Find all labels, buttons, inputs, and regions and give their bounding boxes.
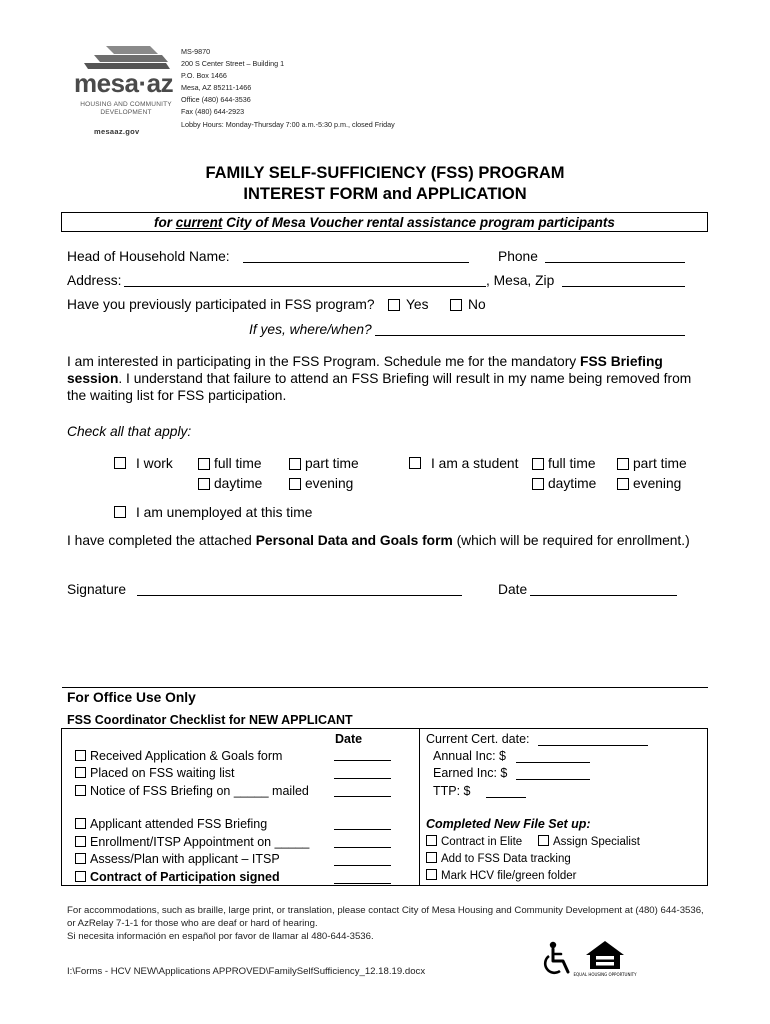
work-part-time-checkbox[interactable] [289, 458, 301, 470]
annual-income-field[interactable] [516, 762, 590, 763]
where-when-field[interactable] [375, 335, 685, 336]
checklist-item[interactable] [75, 784, 309, 798]
earned-income-label: Earned Inc: $ [433, 766, 508, 780]
checklist-checkbox[interactable] [75, 853, 86, 864]
unemployed-checkbox[interactable] [114, 506, 126, 518]
checklist-checkbox[interactable] [75, 767, 86, 778]
file-path: I:\Forms - HCV NEW\Applications APPROVED\FamilySelfSufficiency_12.18.19.docx [67, 966, 426, 977]
no-checkbox[interactable] [450, 299, 462, 311]
work-daytime-checkbox[interactable] [198, 478, 210, 490]
no-label: No [468, 297, 486, 312]
goals-text-2: (which will be required for enrollment.) [452, 533, 690, 548]
checklist-item[interactable] [75, 835, 309, 849]
work-evening-checkbox[interactable] [289, 478, 301, 490]
goals-text-1: I have completed the attached [67, 533, 256, 548]
student-full-time-label: full time [548, 456, 596, 471]
checklist-item[interactable] [75, 852, 280, 866]
checklist-checkbox[interactable] [75, 836, 86, 847]
work-daytime-label: daytime [214, 476, 263, 491]
accommodations-note: For accommodations, such as braille, large print, or translation, please contact City of Mesa Housing and Community Development at (480) 644-3536, or AzRelay 7-1-1 for those who are deaf or hard of hearing. [67, 905, 704, 929]
new-file-heading: Completed New File Set up: [426, 817, 591, 831]
form-title-line-1: FAMILY SELF-SUFFICIENCY (FSS) PROGRAM [205, 164, 565, 182]
spanish-note: Si necesita información en español por favor de llamar al 480-644-3536. [67, 931, 374, 942]
yes-label: Yes [406, 297, 429, 312]
address-label: Address: [67, 273, 122, 288]
previous-participation-question: Have you previously participated in FSS program? [67, 297, 375, 312]
date-blank[interactable] [334, 865, 391, 866]
student-label: I am a student [431, 456, 519, 471]
checklist-checkbox[interactable] [75, 785, 86, 796]
logo-url: mesaaz.gov [94, 127, 140, 136]
checklist-item-label: Applicant attended FSS Briefing [90, 817, 268, 831]
checklist-item-label: Contract of Participation signed [90, 870, 280, 884]
date-field[interactable] [530, 595, 677, 596]
student-full-time-checkbox[interactable] [532, 458, 544, 470]
mark-hcv-label: Mark HCV file/green folder [441, 870, 577, 882]
date-blank[interactable] [334, 796, 391, 797]
assign-specialist-label: Assign Specialist [553, 836, 640, 848]
work-checkbox[interactable] [114, 457, 126, 469]
work-evening-label: evening [305, 476, 354, 491]
add-fss-checkbox[interactable] [426, 852, 437, 863]
interest-text-2: . I understand that failure to attend an FSS Briefing will result in my name being removed from the waiting list for FSS participation. [67, 371, 692, 403]
date-label: Date [498, 582, 528, 597]
checklist-heading: FSS Coordinator Checklist for NEW APPLICANT [67, 713, 353, 727]
goals-text-bold: Personal Data and Goals form [255, 533, 453, 548]
address-line: Fax (480) 644-2923 [181, 107, 245, 117]
checklist-item[interactable] [75, 749, 282, 763]
logo-wordmark: mesa·az [74, 68, 174, 98]
interest-statement [67, 353, 707, 404]
logo-subtitle: HOUSING AND COMMUNITY DEVELOPMENT [80, 101, 172, 116]
address-line: Mesa, AZ 85211-1466 [181, 83, 252, 93]
annual-income-label: Annual Inc: $ [433, 749, 506, 763]
earned-income-field[interactable] [516, 779, 590, 780]
office-checklist-divider [419, 728, 420, 886]
contract-elite-label: Contract in Elite [441, 836, 523, 848]
student-daytime-label: daytime [548, 476, 597, 491]
checklist-item-label: Received Application & Goals form [90, 749, 283, 763]
address-line: Lobby Hours: Monday-Thursday 7:00 a.m.-5:30 p.m., closed Friday [181, 119, 395, 129]
head-of-household-field[interactable] [243, 262, 469, 263]
ttp-label: TTP: $ [433, 784, 471, 798]
cert-date-label: Current Cert. date: [426, 732, 530, 746]
add-fss-label: Add to FSS Data tracking [441, 853, 571, 865]
phone-field[interactable] [545, 262, 685, 263]
form-title-line-2: INTEREST FORM and APPLICATION [243, 185, 527, 203]
checklist-item-label: Notice of FSS Briefing on _____ mailed [90, 784, 309, 798]
add-fss-item[interactable] [426, 852, 571, 865]
banner-text-post: City of Mesa Voucher rental assistance program participants [222, 215, 615, 230]
mark-hcv-item[interactable] [426, 869, 577, 882]
date-blank[interactable] [334, 760, 391, 761]
signature-field[interactable] [137, 595, 462, 596]
mesa-zip-label: , Mesa, Zip [486, 273, 555, 288]
unemployed-label: I am unemployed at this time [136, 505, 313, 520]
student-checkbox[interactable] [409, 457, 421, 469]
student-daytime-checkbox[interactable] [532, 478, 544, 490]
work-label: I work [136, 456, 173, 471]
equal-housing-opportunity-icon [573, 939, 637, 981]
phone-label: Phone [498, 249, 538, 264]
office-section-divider [62, 687, 708, 688]
date-column-header: Date [335, 732, 363, 746]
checklist-item[interactable] [75, 766, 235, 780]
office-address-block [181, 46, 395, 131]
interest-text-bold: FSS Briefing session [67, 354, 663, 386]
date-blank[interactable] [334, 883, 391, 884]
address-line: 200 S Center Street – Building 1 [181, 59, 285, 69]
head-of-household-label: Head of Household Name: [67, 249, 230, 264]
student-evening-checkbox[interactable] [617, 478, 629, 490]
work-full-time-label: full time [214, 456, 262, 471]
zip-field[interactable] [562, 286, 685, 287]
cert-date-field[interactable] [538, 745, 648, 746]
student-part-time-checkbox[interactable] [617, 458, 629, 470]
eligibility-banner [61, 212, 708, 232]
banner-text-pre: for [154, 215, 176, 230]
contract-elite-checkbox[interactable] [426, 835, 437, 846]
date-blank[interactable] [334, 847, 391, 848]
checklist-item-label: Placed on FSS waiting list [90, 766, 235, 780]
checklist-item[interactable] [75, 817, 267, 831]
signature-label: Signature [67, 582, 127, 597]
yes-checkbox[interactable] [388, 299, 400, 311]
date-blank[interactable] [334, 778, 391, 779]
date-blank[interactable] [334, 829, 391, 830]
checklist-item-label: Assess/Plan with applicant – ITSP [90, 852, 280, 866]
checklist-checkbox[interactable] [75, 871, 86, 882]
student-evening-label: evening [633, 476, 682, 491]
interest-text-1: I am interested in participating in the FSS Program. Schedule me for the mandatory [67, 354, 581, 369]
checklist-item[interactable] [75, 870, 280, 884]
address-field[interactable] [124, 286, 486, 287]
assign-specialist-checkbox[interactable] [538, 835, 549, 846]
mesa-az-logo [70, 44, 178, 140]
checklist-checkbox[interactable] [75, 750, 86, 761]
checklist-checkbox[interactable] [75, 818, 86, 829]
banner-text-current: current [175, 215, 223, 230]
ttp-field[interactable] [486, 797, 526, 798]
logo-bars-graphic [78, 44, 170, 70]
wheelchair-accessibility-icon [541, 941, 575, 977]
work-full-time-checkbox[interactable] [198, 458, 210, 470]
assign-specialist-item[interactable] [538, 835, 640, 848]
address-line: P.O. Box 1466 [181, 71, 227, 81]
goals-form-statement [67, 533, 690, 548]
where-when-label: If yes, where/when? [249, 322, 372, 337]
address-line: Office (480) 644-3536 [181, 95, 251, 105]
mark-hcv-checkbox[interactable] [426, 869, 437, 880]
check-all-label: Check all that apply: [67, 424, 192, 439]
office-use-heading: For Office Use Only [67, 690, 196, 705]
student-part-time-label: part time [633, 456, 687, 471]
address-line: MS-9870 [181, 47, 211, 56]
contract-elite-item[interactable] [426, 835, 522, 848]
checklist-item-label: Enrollment/ITSP Appointment on _____ [90, 835, 310, 849]
work-part-time-label: part time [305, 456, 359, 471]
eho-caption: EQUAL HOUSING OPPORTUNITY [573, 972, 637, 977]
